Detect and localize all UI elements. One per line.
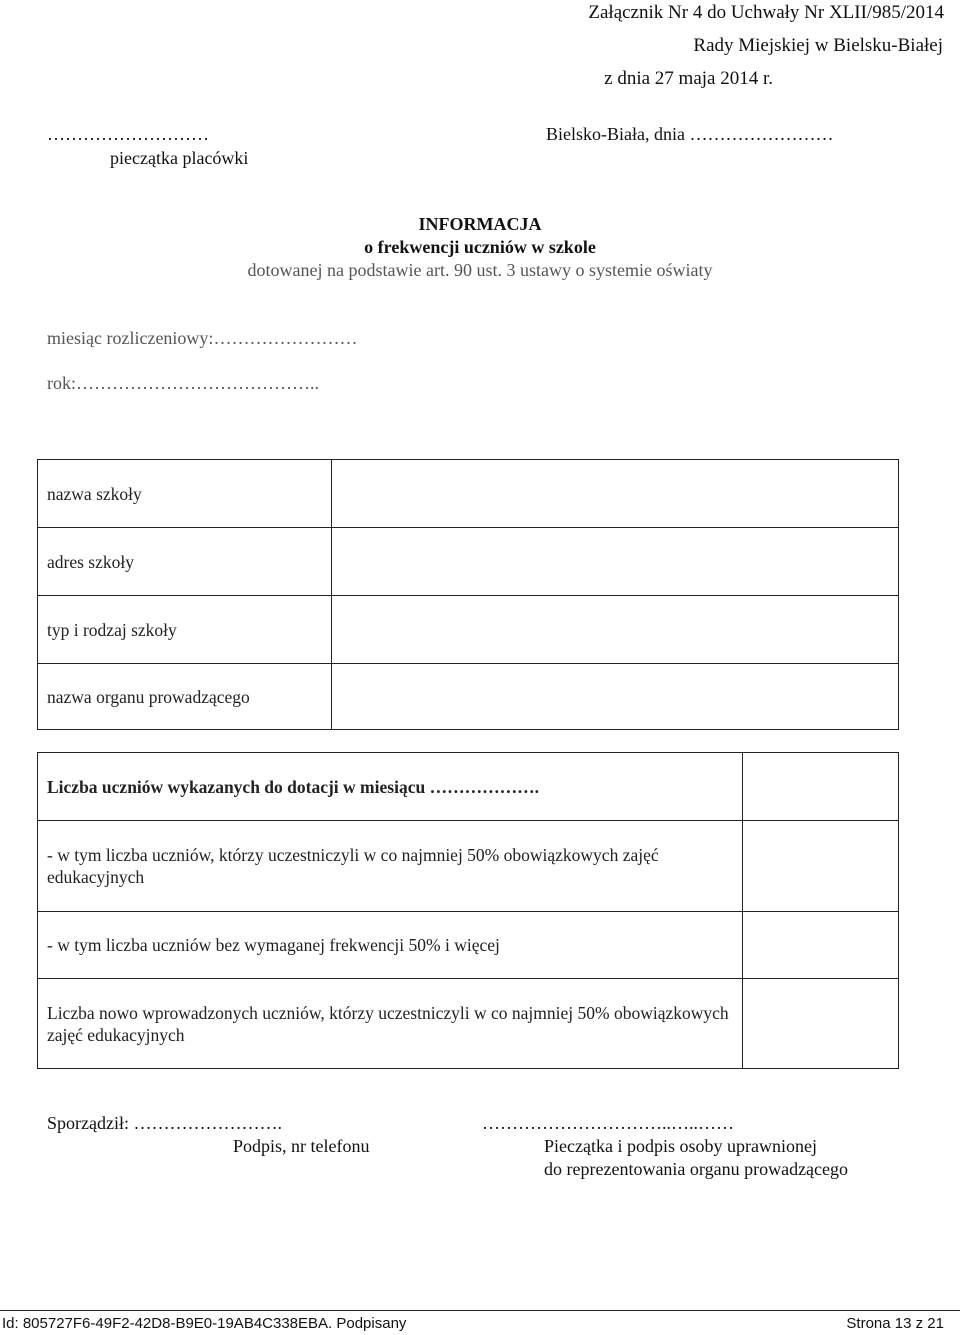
page-number: Strona 13 z 21 bbox=[846, 1315, 944, 1332]
document-legal-basis: dotowanej na podstawie art. 90 ust. 3 ustawy o systemie oświaty bbox=[247, 260, 713, 280]
place-date-label: Bielsko-Biała, dnia bbox=[546, 124, 690, 144]
students-without-attendance-field[interactable] bbox=[743, 912, 899, 979]
table-row bbox=[38, 528, 899, 596]
school-type-field[interactable] bbox=[332, 596, 899, 664]
document-id: Id: 805727F6-49F2-42D8-B9E0-19AB4C338EBA. Podpisany bbox=[2, 1315, 407, 1332]
settlement-month-dots: …………………… bbox=[213, 328, 358, 348]
footer-divider bbox=[0, 1310, 960, 1311]
prepared-by-caption: Podpis, nr telefonu bbox=[233, 1136, 370, 1156]
table-row bbox=[38, 912, 899, 979]
table-row bbox=[38, 821, 899, 912]
prepared-by-dots: ……………………. bbox=[128, 1113, 282, 1133]
governing-body-label: nazwa organu prowadzącego bbox=[38, 664, 332, 730]
stamp-dots: ……………………… bbox=[47, 124, 209, 144]
annex-reference: Załącznik Nr 4 do Uchwały Nr XLII/985/2014 bbox=[588, 2, 944, 23]
school-info-table bbox=[37, 459, 899, 730]
students-attended-label: - w tym liczba uczniów, którzy uczestniczyli w co najmniej 50% obowiązkowych zajęć edukacyjnych bbox=[38, 821, 743, 912]
settlement-month bbox=[47, 328, 357, 349]
authority-caption-line2: do reprezentowania organu prowadzącego bbox=[544, 1159, 849, 1179]
prepared-by bbox=[47, 1113, 282, 1134]
place-date bbox=[546, 124, 833, 145]
table-row bbox=[38, 979, 899, 1069]
students-without-attendance-label: - w tym liczba uczniów bez wymaganej frekwencji 50% i więcej bbox=[38, 912, 743, 979]
authority-signature-dots: …………………………..…..…… bbox=[482, 1113, 734, 1133]
stamp-label: pieczątka placówki bbox=[110, 148, 249, 168]
school-name-field[interactable] bbox=[332, 460, 899, 528]
place-date-dots: …………………… bbox=[689, 124, 834, 144]
students-count-field[interactable] bbox=[743, 753, 899, 821]
prepared-by-label: Sporządził: bbox=[47, 1113, 129, 1133]
new-students-field[interactable] bbox=[743, 979, 899, 1069]
resolution-date: z dnia 27 maja 2014 r. bbox=[604, 68, 773, 89]
school-address-field[interactable] bbox=[332, 528, 899, 596]
table-row bbox=[38, 664, 899, 730]
students-table bbox=[37, 752, 899, 1069]
school-name-label: nazwa szkoły bbox=[38, 460, 332, 528]
school-type-label: typ i rodzaj szkoły bbox=[38, 596, 332, 664]
table-row bbox=[38, 753, 899, 821]
students-attended-field[interactable] bbox=[743, 821, 899, 912]
settlement-year bbox=[47, 373, 319, 394]
new-students-label: Liczba nowo wprowadzonych uczniów, którzy uczestniczyli w co najmniej 50% obowiązkowych zajęć edukacyjnych bbox=[38, 979, 743, 1069]
settlement-year-dots: ………………………………….. bbox=[76, 373, 319, 393]
table-row bbox=[38, 596, 899, 664]
governing-body-field[interactable] bbox=[332, 664, 899, 730]
students-count-label: Liczba uczniów wykazanych do dotacji w miesiącu ………………. bbox=[38, 753, 743, 821]
document-subtitle: o frekwencji uczniów w szkole bbox=[364, 237, 596, 257]
school-address-label: adres szkoły bbox=[38, 528, 332, 596]
table-row bbox=[38, 460, 899, 528]
document-title: INFORMACJA bbox=[418, 214, 542, 234]
authority-caption-line1: Pieczątka i podpis osoby uprawnionej bbox=[544, 1136, 817, 1156]
council-name: Rady Miejskiej w Bielsku-Białej bbox=[693, 35, 943, 56]
settlement-month-label: miesiąc rozliczeniowy: bbox=[47, 328, 214, 348]
settlement-year-label: rok: bbox=[47, 373, 76, 393]
